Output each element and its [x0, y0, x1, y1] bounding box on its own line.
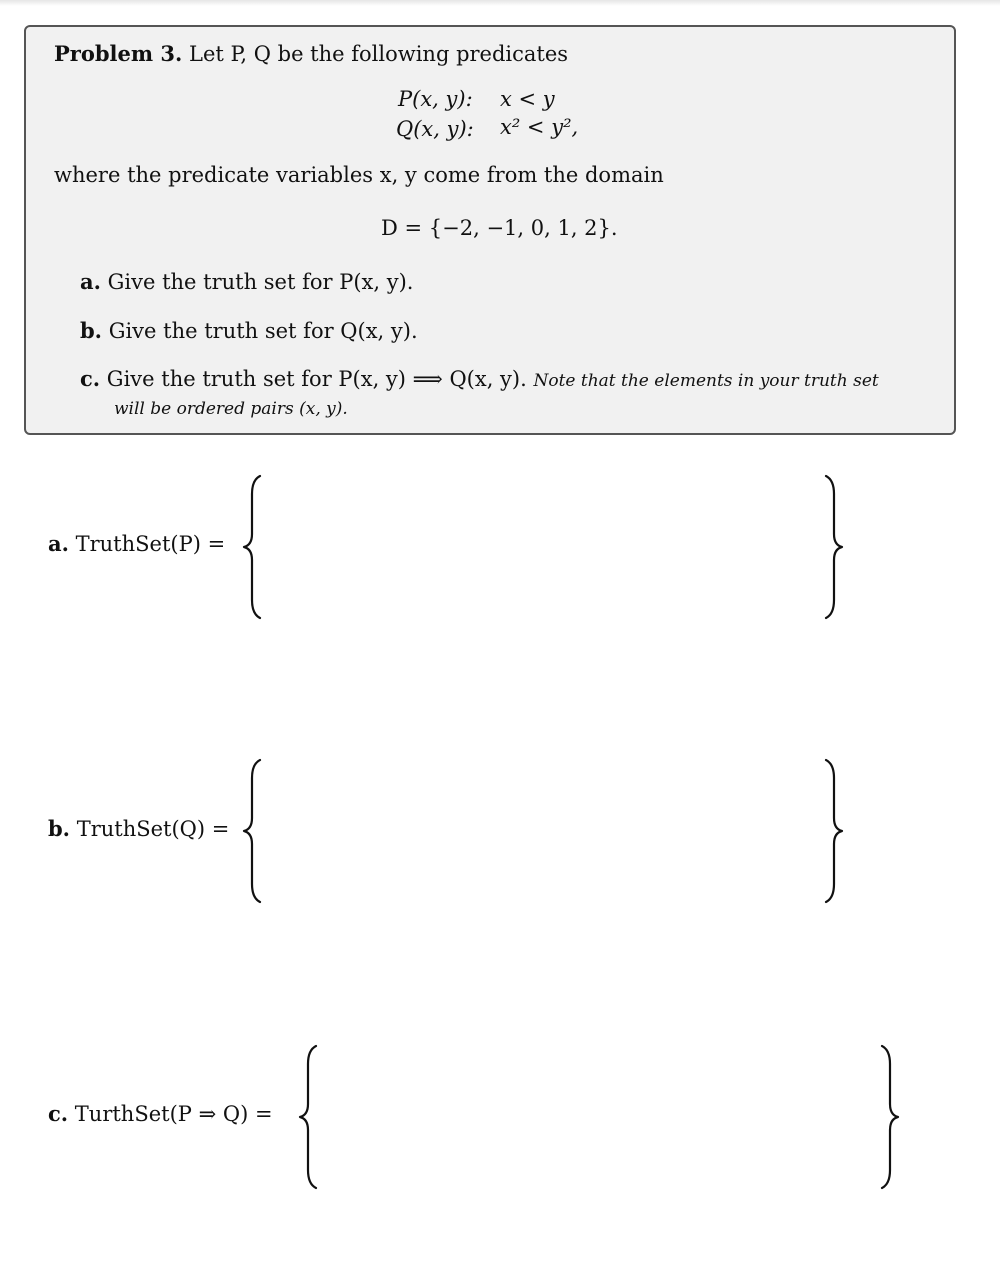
part-c-note-line1: Note that the elements in your truth set — [533, 371, 879, 391]
answer-a-left-brace — [240, 472, 270, 622]
part-b-letter: b. — [80, 318, 102, 343]
problem-box — [24, 25, 956, 435]
problem-number: Problem 3. — [54, 41, 183, 66]
domain-sentence: where the predicate variables x, y come from the domain — [54, 163, 664, 187]
answer-a-right-brace — [816, 472, 846, 622]
answer-b-label — [48, 816, 229, 841]
part-b-text: Give the truth set for Q(x, y). — [108, 319, 418, 343]
problem-intro-line — [54, 41, 568, 66]
answer-c-right-brace — [872, 1042, 902, 1192]
predicate-q-name: Q(x, y): — [396, 117, 474, 141]
answer-a-label — [48, 531, 225, 556]
answer-a-input[interactable] — [280, 478, 810, 618]
answer-b-left-brace — [240, 756, 270, 906]
part-c-letter: c. — [80, 366, 101, 391]
part-c — [80, 366, 879, 391]
answer-c-expression: TurthSet(P ⇒ Q) = — [74, 1102, 273, 1126]
answer-b-right-brace — [816, 756, 846, 906]
problem-intro: Let P, Q be the following predicates — [189, 42, 569, 66]
part-a-text: Give the truth set for P(x, y). — [107, 270, 414, 294]
domain-equation: D = {−2, −1, 0, 1, 2}. — [381, 216, 618, 240]
answer-c-input[interactable] — [336, 1048, 866, 1188]
predicate-q-definition: x² < y², — [500, 115, 579, 139]
answer-b-letter: b. — [48, 816, 70, 841]
predicate-p-definition: x < y — [500, 87, 555, 111]
part-a — [80, 269, 413, 294]
answer-c-letter: c. — [48, 1101, 69, 1126]
answer-a-expression: TruthSet(P) = — [75, 532, 226, 556]
part-c-note-line2: will be ordered pairs (x, y). — [114, 399, 348, 419]
answer-b-expression: TruthSet(Q) = — [76, 817, 230, 841]
part-b — [80, 318, 418, 343]
answer-c-left-brace — [296, 1042, 326, 1192]
predicate-p-name: P(x, y): — [398, 87, 473, 111]
page-top-shadow — [0, 0, 1000, 6]
part-a-letter: a. — [80, 269, 101, 294]
answer-a-letter: a. — [48, 531, 69, 556]
part-c-text: Give the truth set for P(x, y) ⟹ Q(x, y). — [106, 367, 527, 391]
answer-c-label — [48, 1101, 273, 1126]
answer-b-input[interactable] — [280, 762, 810, 902]
